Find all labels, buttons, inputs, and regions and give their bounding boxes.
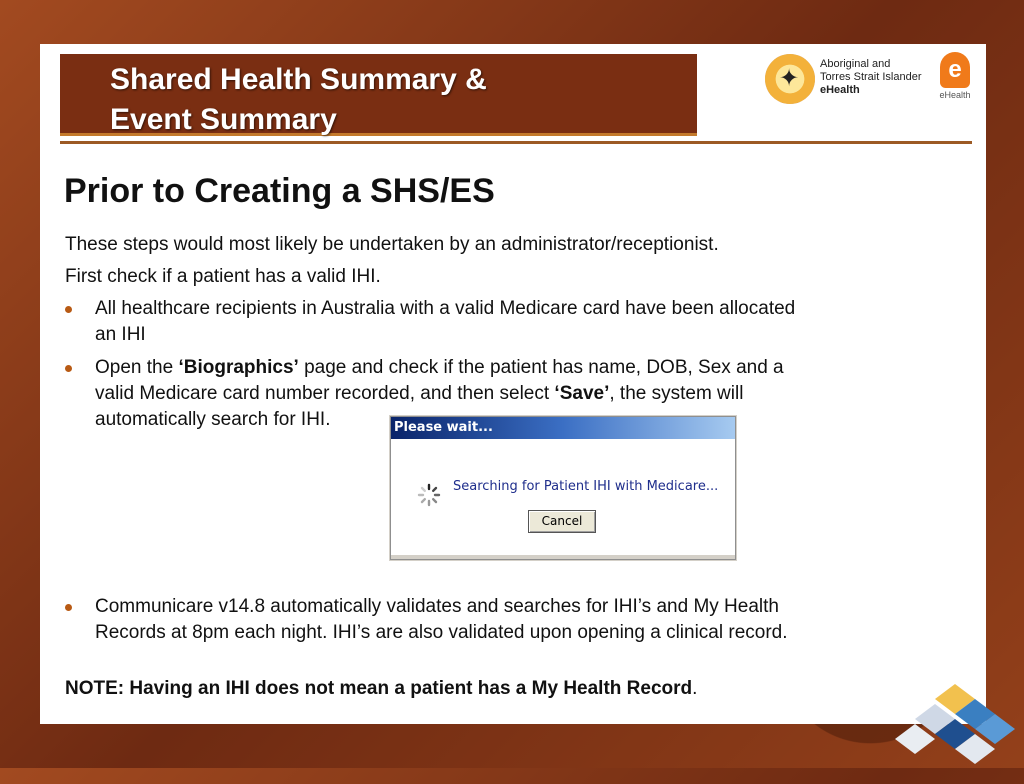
atsi-ehealth-logo-text	[820, 58, 921, 97]
bullet-icon	[65, 306, 72, 313]
logo-area	[765, 52, 975, 112]
save-term: ‘Save’	[554, 383, 610, 404]
bullet-icon	[65, 365, 72, 372]
bullet-3-line2: Records at 8pm each night. IHI’s are also validated upon opening a clinical record.	[95, 622, 788, 643]
logo-line1: Aboriginal and	[820, 58, 891, 70]
slide-title-line1: Shared Health Summary &	[110, 63, 487, 96]
loading-spinner-icon	[417, 483, 441, 507]
dialog-title: Please wait...	[391, 417, 735, 439]
slide-title-line2: Event Summary	[110, 103, 337, 136]
bullet-1-line2: an IHI	[95, 324, 146, 345]
slide	[40, 44, 986, 724]
decorative-pattern-icon	[890, 664, 1020, 784]
atsi-ehealth-logo-icon: ✦	[765, 54, 815, 104]
divider	[60, 141, 972, 144]
bullet-1-line1: All healthcare recipients in Australia with a valid Medicare card have been allocated	[95, 298, 796, 319]
title-banner	[60, 54, 697, 136]
intro-para-1: These steps would most likely be undertaken by an administrator/receptionist.	[65, 234, 719, 255]
bullet-2-line2-post: , the system will	[609, 383, 744, 404]
bullet-3-line1: Communicare v14.8 automatically validates and searches for IHI’s and My Health	[95, 596, 779, 617]
bullet-2-line2-pre: valid Medicare card number recorded, and then select	[95, 383, 555, 404]
cancel-button[interactable]: Cancel	[528, 510, 596, 533]
bullet-2-line3: automatically search for IHI.	[95, 409, 331, 430]
please-wait-dialog	[390, 416, 736, 560]
bullet-icon	[65, 604, 72, 611]
dialog-footer	[391, 555, 735, 559]
slide-title	[110, 60, 487, 140]
intro-para-2: First check if a patient has a valid IHI.	[65, 266, 381, 287]
ehealth-badge-icon: e	[940, 52, 970, 88]
logo-line3: eHealth	[820, 84, 860, 96]
biographics-term: ‘Biographics’	[178, 357, 299, 378]
note-text	[65, 678, 697, 700]
ehealth-logo	[935, 52, 975, 112]
ehealth-label: eHealth	[939, 90, 971, 100]
note-period: .	[692, 678, 698, 699]
note-bold: NOTE: Having an IHI does not mean a patient has a My Health Record	[65, 678, 693, 699]
logo-line2: Torres Strait Islander	[820, 71, 922, 83]
dialog-message: Searching for Patient IHI with Medicare...	[453, 479, 719, 494]
section-heading: Prior to Creating a SHS/ES	[64, 172, 495, 210]
bullet-2-post: page and check if the patient has name, DOB, Sex and a	[298, 357, 784, 378]
bullet-2-pre: Open the	[95, 357, 179, 378]
